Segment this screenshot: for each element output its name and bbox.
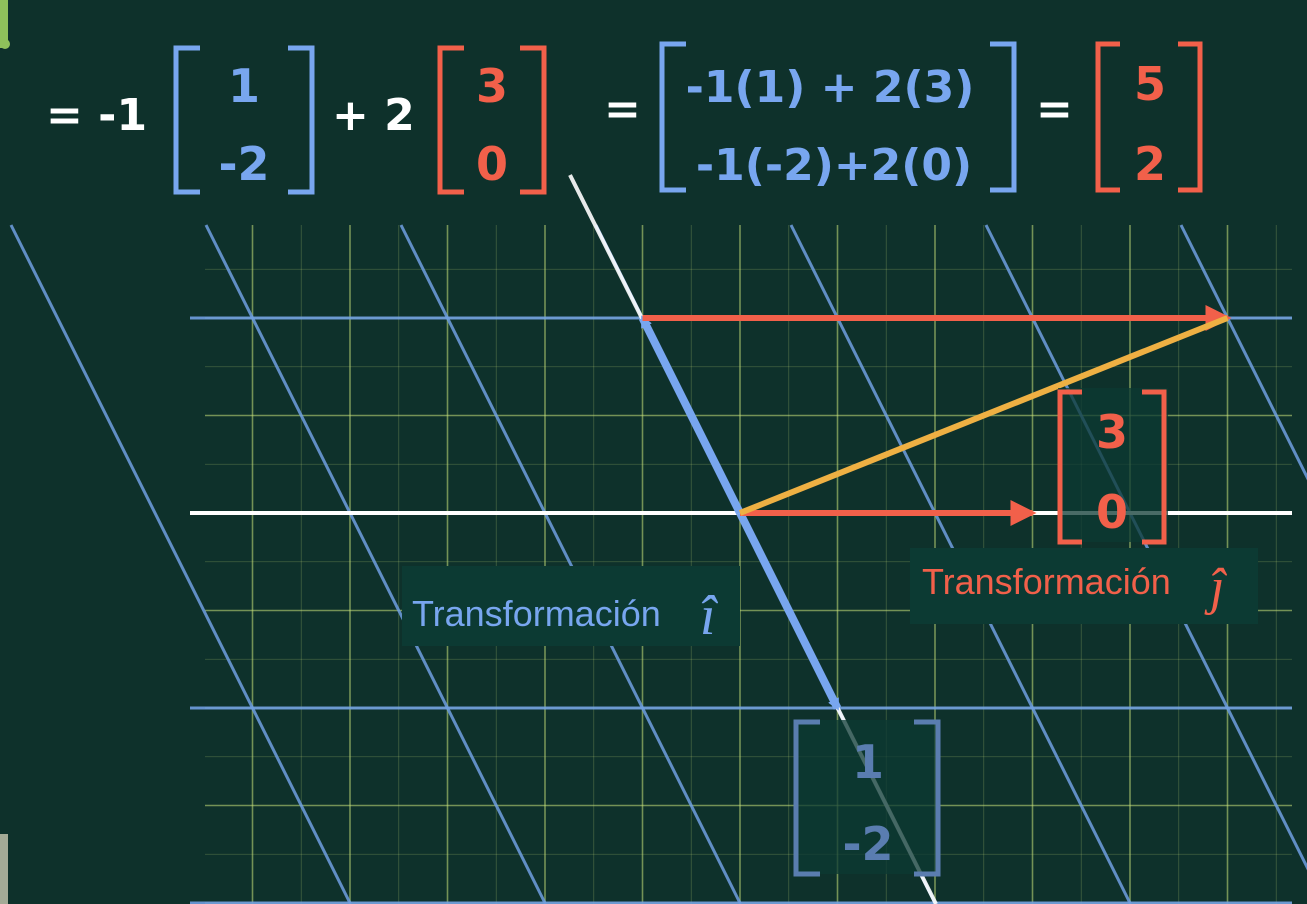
coefficient-plus-two: + 2 <box>332 90 415 141</box>
coefficient-minus-one: = -1 <box>46 90 148 141</box>
vec-i-entry-2: -2 <box>218 137 270 191</box>
edge-marker-bottom <box>0 834 8 904</box>
result-entry-1: 5 <box>1133 57 1167 111</box>
i-matrix-entry-1: 1 <box>851 735 885 789</box>
j-hat-symbol: ĵ <box>1210 559 1225 616</box>
combo-row-2: -1(-2)+2(0) <box>695 140 973 191</box>
j-hat-matrix-annotation <box>1058 388 1168 542</box>
i-hat-label <box>402 566 740 647</box>
j-matrix-entry-2: 0 <box>1095 485 1129 539</box>
j-matrix-entry-1: 3 <box>1095 405 1129 459</box>
vec-j-entry-1: 3 <box>475 59 509 113</box>
vec-j-entry-2: 0 <box>475 137 509 191</box>
combo-row-1: -1(1) + 2(3) <box>685 62 975 113</box>
i-hat-label-text: Transformación <box>412 593 661 634</box>
j-hat-label <box>910 548 1258 624</box>
vec-i-entry-1: 1 <box>227 59 261 113</box>
i-matrix-entry-2: -2 <box>842 817 894 871</box>
j-hat-label-text: Transformación <box>922 561 1171 602</box>
equals-sign-2: = <box>604 84 641 135</box>
result-entry-2: 2 <box>1133 137 1167 191</box>
i-hat-symbol: î <box>700 585 716 647</box>
edge-marker-dot <box>0 39 10 49</box>
i-hat-matrix-annotation <box>796 720 940 874</box>
equals-sign-3: = <box>1036 84 1073 135</box>
